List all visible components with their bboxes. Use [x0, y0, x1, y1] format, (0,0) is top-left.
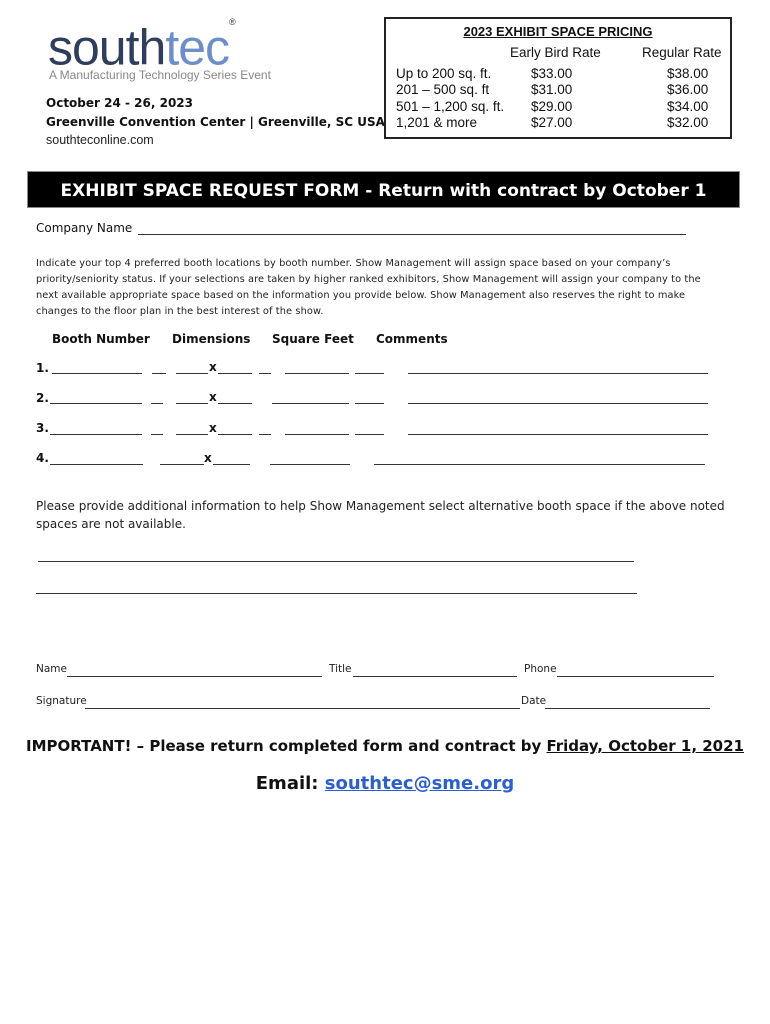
dimension-width-field[interactable]: [176, 434, 208, 435]
pricing-early: $33.00: [531, 66, 573, 81]
dimension-depth-field[interactable]: [218, 373, 252, 374]
pricing-table: [384, 17, 732, 139]
form-banner: [28, 172, 739, 207]
dimension-depth-field[interactable]: [218, 434, 252, 435]
pricing-early: $27.00: [531, 115, 573, 130]
pricing-early: $31.00: [531, 82, 573, 97]
dimension-width-field[interactable]: [176, 403, 208, 404]
comments-field[interactable]: [408, 434, 708, 435]
date-field[interactable]: [545, 708, 710, 709]
logo-tagline: A Manufacturing Technology Series Event: [49, 68, 271, 82]
booth-number-field-extra[interactable]: [151, 403, 163, 404]
signature-label: Signature: [36, 695, 87, 707]
important-deadline: Friday, October 1, 2021: [546, 737, 744, 755]
title-field[interactable]: [353, 676, 517, 677]
additional-info-line-1[interactable]: [38, 561, 634, 562]
square-feet-extra-field[interactable]: [355, 403, 384, 404]
dimension-extra-field[interactable]: [259, 373, 271, 374]
booth-number-field[interactable]: [50, 464, 143, 465]
event-dates: October 24 - 26, 2023: [46, 96, 193, 110]
comments-field[interactable]: [408, 373, 708, 374]
dimension-extra-field[interactable]: [259, 434, 271, 435]
square-feet-extra-field[interactable]: [355, 434, 384, 435]
col-dimensions: Dimensions: [172, 332, 251, 346]
important-notice: [0, 737, 770, 755]
company-name-row: [36, 221, 132, 235]
name-label: Name: [36, 663, 67, 675]
booth-number-field[interactable]: [52, 373, 142, 374]
event-venue: Greenville Convention Center | Greenville, SC USA: [46, 115, 385, 129]
form-banner-title: EXHIBIT SPACE REQUEST FORM - Return with contract by October 1: [60, 181, 707, 201]
dimension-depth-field[interactable]: [218, 403, 252, 404]
pricing-regular: $36.00: [667, 82, 709, 97]
pricing-size: Up to 200 sq. ft.: [396, 66, 492, 81]
booth-row-number: 3.: [36, 421, 49, 435]
booth-row-number: 2.: [36, 391, 49, 405]
square-feet-field[interactable]: [285, 434, 349, 435]
registered-mark: ®: [229, 17, 235, 27]
pricing-size: 201 – 500 sq. ft: [396, 82, 490, 97]
dimension-x: x: [209, 421, 217, 435]
pricing-early: $29.00: [531, 99, 573, 114]
pricing-regular: $32.00: [667, 115, 709, 130]
square-feet-extra-field[interactable]: [355, 373, 384, 374]
company-name-field[interactable]: [138, 234, 686, 235]
square-feet-field[interactable]: [285, 373, 349, 374]
name-field[interactable]: [67, 676, 322, 677]
square-feet-field[interactable]: [270, 464, 350, 465]
event-website[interactable]: southteconline.com: [46, 133, 154, 147]
dimension-depth-field[interactable]: [213, 464, 250, 465]
dimension-x: x: [209, 360, 217, 374]
comments-field[interactable]: [408, 403, 708, 404]
comments-field[interactable]: [374, 464, 705, 465]
booth-number-field-extra[interactable]: [152, 373, 166, 374]
booth-number-field-extra[interactable]: [151, 434, 163, 435]
additional-info-line-2[interactable]: [36, 593, 637, 594]
booth-row-number: 1.: [36, 361, 49, 375]
dimension-width-field[interactable]: [160, 464, 204, 465]
square-feet-field[interactable]: [272, 403, 349, 404]
instructions-text: Indicate your top 4 preferred booth locations by booth number. Show Management will assign space based on your company’s priority/seniority status. If your selections are taken by higher ranked exhibitors, Show Management will assign your company to the next available appropriate space based on the information you provide below. Show Management also reserves the right to make changes to the floor plan in the best interest of the show.: [36, 258, 701, 317]
pricing-regular: $38.00: [667, 66, 709, 81]
title-label: Title: [329, 663, 352, 675]
phone-field[interactable]: [557, 676, 714, 677]
pricing-col-regular: Regular Rate: [642, 45, 722, 60]
booth-row-number: 4.: [36, 451, 49, 465]
date-label: Date: [521, 695, 547, 707]
additional-info-text: Please provide additional information to help Show Management select alternative booth space if the above noted spaces are not available.: [36, 499, 725, 531]
col-square-feet: Square Feet: [272, 332, 354, 346]
pricing-col-early: Early Bird Rate: [510, 45, 601, 60]
company-name-label: Company Name: [36, 221, 133, 235]
signature-field[interactable]: [85, 708, 520, 709]
logo-part-tec: tec: [165, 19, 230, 76]
logo-part-south: south: [48, 19, 166, 76]
email-label: Email:: [255, 773, 325, 794]
pricing-size: 1,201 & more: [396, 115, 478, 130]
col-comments: Comments: [376, 332, 448, 346]
pricing-size: 501 – 1,200 sq. ft.: [396, 99, 505, 114]
pricing-title: 2023 EXHIBIT SPACE PRICING: [463, 24, 653, 39]
col-booth-number: Booth Number: [52, 332, 150, 346]
dimension-x: x: [204, 451, 212, 465]
booth-number-field[interactable]: [50, 403, 142, 404]
dimension-x: x: [209, 390, 217, 404]
email-link[interactable]: southtec@sme.org: [324, 773, 515, 794]
dimension-width-field[interactable]: [176, 373, 208, 374]
pricing-regular: $34.00: [667, 99, 709, 114]
phone-label: Phone: [524, 663, 557, 675]
booth-number-field[interactable]: [50, 434, 142, 435]
important-notice-text: IMPORTANT! – Please return completed form and contract by: [26, 737, 547, 755]
email-row: [0, 773, 770, 794]
